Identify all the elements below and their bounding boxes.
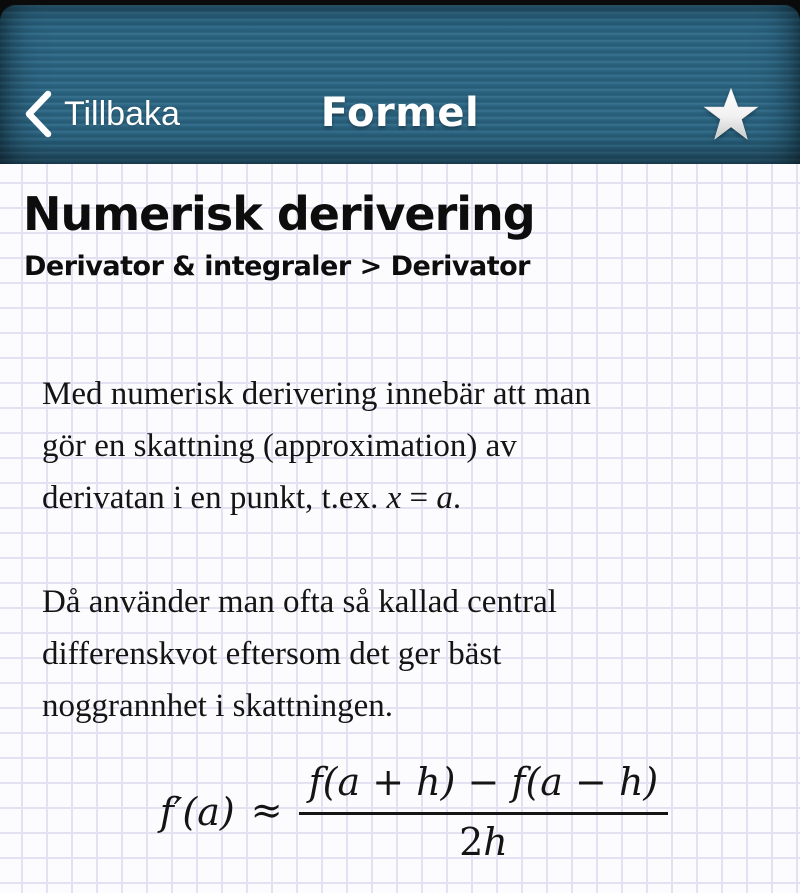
formula-lhs: f′(a) bbox=[159, 789, 235, 834]
paragraph-line: Med numerisk derivering innebär att man bbox=[42, 376, 591, 412]
paragraph-line: Då använder man ofta så kallad central bbox=[42, 584, 557, 620]
app-screen bbox=[0, 5, 800, 893]
back-button[interactable] bbox=[24, 89, 180, 139]
paragraph-text: derivatan i en punkt, t.ex. bbox=[42, 480, 387, 516]
fraction-denominator bbox=[459, 815, 508, 867]
paragraph-intro bbox=[42, 368, 800, 524]
math-variable-a: a bbox=[436, 480, 453, 516]
page-title: Numerisk derivering bbox=[23, 187, 535, 241]
fraction-numerator: f(a + h) − f(a − h) bbox=[299, 756, 669, 815]
navbar-title: Formel bbox=[320, 90, 480, 136]
denominator-variable: h bbox=[483, 820, 508, 864]
formula-central-difference-quotient bbox=[0, 756, 800, 867]
paragraph-line: differenskvot eftersom det ger bäst bbox=[42, 636, 502, 672]
content-area bbox=[0, 164, 800, 893]
chevron-left-icon bbox=[24, 90, 52, 138]
formula-fraction bbox=[299, 756, 669, 867]
paragraph-central-difference bbox=[42, 576, 800, 732]
paragraph-text: . bbox=[452, 480, 462, 516]
math-equals: = bbox=[401, 480, 437, 516]
paragraph-line: gör en skattning (approximation) av bbox=[42, 428, 517, 464]
star-icon bbox=[702, 85, 760, 143]
math-variable-x: x bbox=[386, 480, 402, 516]
paragraph-line: noggrannhet i skattningen. bbox=[42, 688, 394, 724]
paragraph-line bbox=[42, 472, 800, 524]
approx-symbol: ≈ bbox=[250, 787, 283, 832]
favorite-button[interactable] bbox=[702, 85, 760, 143]
breadcrumb: Derivator & integraler > Derivator bbox=[24, 251, 530, 282]
back-button-label: Tillbaka bbox=[64, 95, 180, 133]
denominator-coefficient: 2 bbox=[459, 820, 484, 864]
navigation-bar bbox=[0, 5, 800, 164]
